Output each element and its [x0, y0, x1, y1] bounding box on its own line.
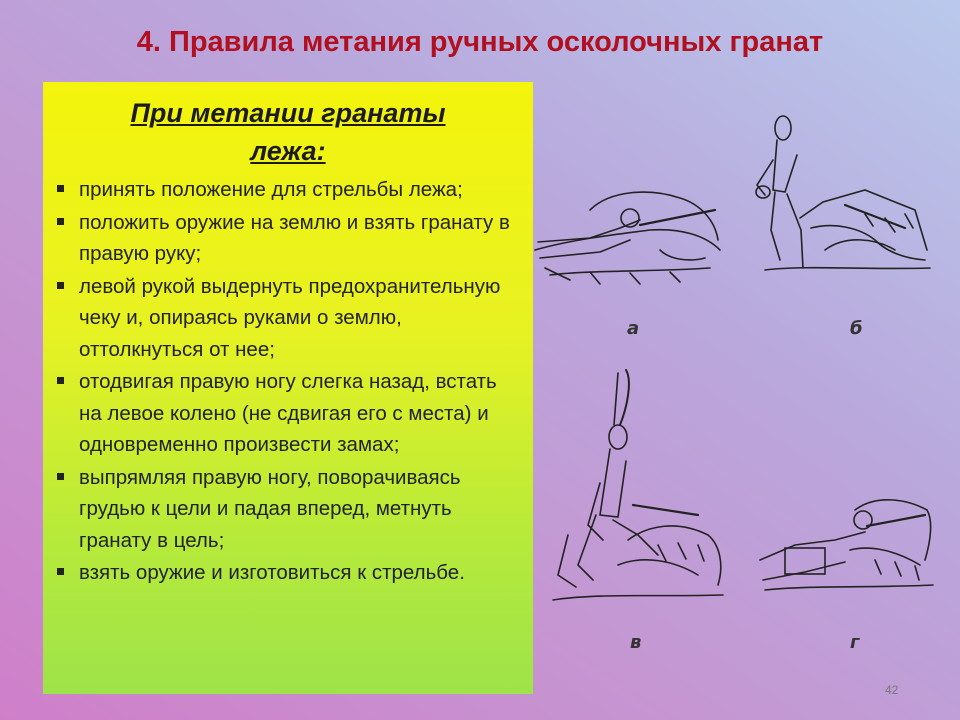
illustration-g-prone-after	[755, 490, 935, 600]
bullet-icon	[57, 568, 64, 575]
panel-heading-line1: При метании гранаты	[130, 98, 446, 128]
rules-list	[57, 174, 519, 589]
bullet-icon	[57, 218, 64, 225]
rule-item: взять оружие и изготовиться к стрельбе.	[57, 557, 519, 589]
slide-title: 4. Правила метания ручных осколочных гранат	[136, 26, 824, 58]
rule-item: левой рукой выдернуть предохранительную чеку и, опираясь руками о землю, оттолкнуться от нее;	[57, 271, 519, 366]
illustration-a-prone	[530, 180, 730, 290]
figure-label-a: а	[627, 318, 640, 339]
bullet-icon	[57, 185, 64, 192]
panel-heading	[57, 94, 519, 170]
illustration-v-throwing	[548, 365, 728, 615]
bullet-icon	[57, 282, 64, 289]
rule-item: отодвигая правую ногу слегка назад, встать на левое колено (не сдвигая его с места) и одновременно произвести замах;	[57, 366, 519, 461]
bullet-icon	[57, 377, 64, 384]
rules-panel	[43, 82, 533, 694]
rule-item: принять положение для стрельбы лежа;	[57, 174, 519, 206]
figure-label-v: в	[630, 632, 642, 653]
illustration-b-kneeling	[745, 110, 935, 285]
bullet-icon	[57, 473, 64, 480]
rule-item: выпрямляя правую ногу, поворачиваясь грудью к цели и падая вперед, метнуть гранату в цель;	[57, 462, 519, 557]
figure-label-b: б	[850, 318, 863, 339]
figure-label-g: г	[850, 632, 860, 653]
rule-item: положить оружие на землю и взять гранату в правую руку;	[57, 207, 519, 270]
page-number: 42	[885, 683, 899, 697]
panel-heading-line2: лежа:	[250, 136, 326, 166]
